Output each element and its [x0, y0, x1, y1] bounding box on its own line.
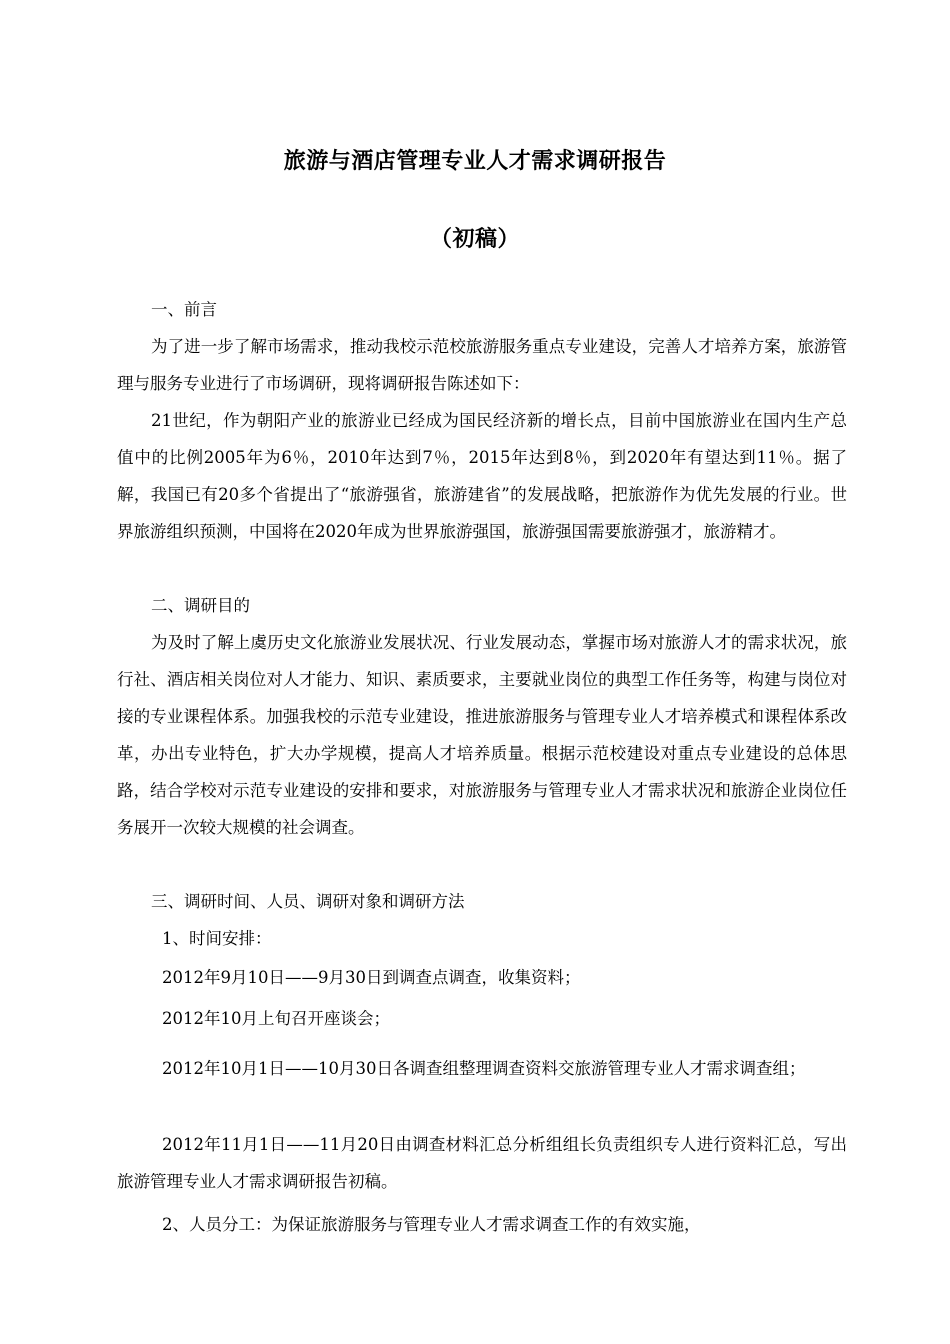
- schedule-item-3: 2012年10月1日——10月30日各调查组整理调查资料交旅游管理专业人才需求调查组；: [162, 1059, 806, 1078]
- section-heading-preface: 一、前言: [151, 300, 217, 319]
- subheading-time-schedule: 1、时间安排：: [162, 929, 272, 948]
- subheading-staff-division: 2、人员分工：为保证旅游服务与管理专业人才需求调查工作的有效实施，: [162, 1215, 701, 1234]
- schedule-item-2: 2012年10月上旬召开座谈会；: [162, 1009, 390, 1028]
- paragraph-preface-intro: 为了进一步了解市场需求，推动我校示范校旅游服务重点专业建设，完善人才培养方案，旅游管理与服务专业进行了市场调研，现将调研报告陈述如下：: [117, 337, 847, 393]
- document-subtitle: （初稿）: [429, 227, 520, 252]
- paragraph-purpose: 为及时了解上虞历史文化旅游业发展状况、行业发展动态，掌握市场对旅游人才的需求状况，旅行社、酒店相关岗位对人才能力、知识、素质要求，主要就业岗位的典型工作任务等，构建与岗位对接的专业课程体系。加强我校的示范专业建设，推进旅游服务与管理专业人才培养模式和课程体系改革，办出专业特色，扩大办学规模，提高人才培养质量。根据示范校建设对重点专业建设的总体思路，结合学校对示范专业建设的安排和要求，对旅游服务与管理专业人才需求状况和旅游企业岗位任务展开一次较大规模的社会调查。: [117, 633, 847, 837]
- schedule-item-4: 2012年11月1日——11月20日由调查材料汇总分析组组长负责组织专人进行资料汇总，写出旅游管理专业人才需求调研报告初稿。: [117, 1135, 847, 1191]
- schedule-item-1: 2012年9月10日——9月30日到调查点调查，收集资料；: [162, 968, 581, 987]
- section-heading-purpose: 二、调研目的: [151, 596, 250, 615]
- document-title: 旅游与酒店管理专业人才需求调研报告: [283, 149, 667, 174]
- paragraph-preface-background: 21世纪，作为朝阳产业的旅游业已经成为国民经济新的增长点，目前中国旅游业在国内生产总值中的比例2005年为6％，2010年达到7％，2015年达到8％，到2020年有望达到11％。据了解，我国已有20多个省提出了“旅游强省，旅游建省”的发展战略，把旅游作为优先发展的行业。世界旅游组织预测，中国将在2020年成为世界旅游强国，旅游强国需要旅游强才，旅游精才。: [117, 411, 847, 541]
- section-heading-schedule: 三、调研时间、人员、调研对象和调研方法: [151, 892, 465, 911]
